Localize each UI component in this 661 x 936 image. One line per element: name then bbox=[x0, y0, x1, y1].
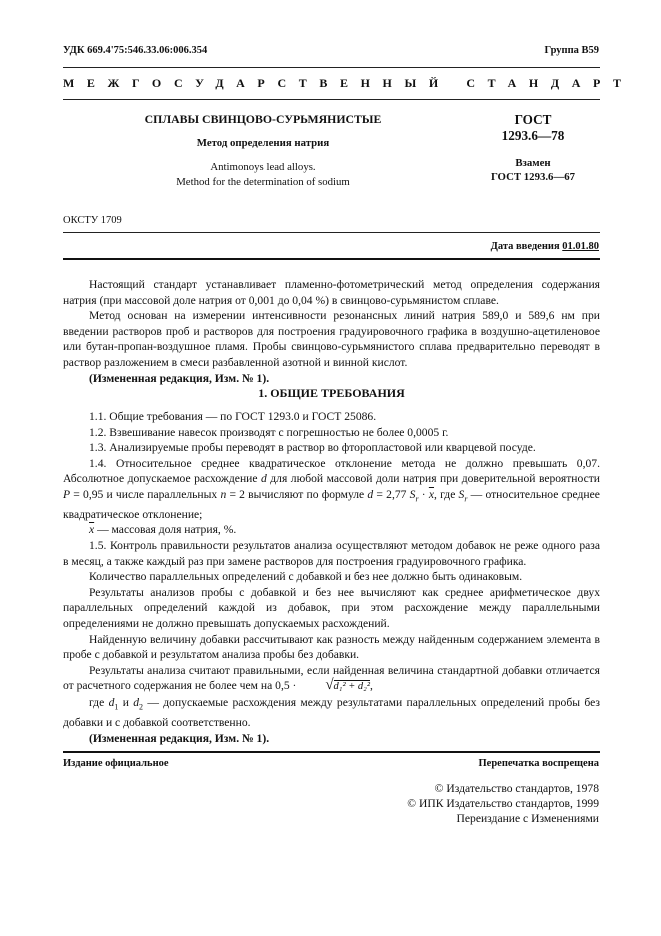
sqrt-formula bbox=[299, 678, 370, 695]
replaces-label: Взамен bbox=[515, 157, 551, 169]
reissue-note: Переиздание с Изменениями bbox=[456, 812, 599, 825]
paragraph-correct: Результаты анализа считают правильными, если найденная величина стандартной добавки отличается от расчетного содержания не более чем на 0,5 · √d₁² + d₂², bbox=[63, 663, 600, 694]
group-code: Группа В59 bbox=[544, 45, 599, 56]
gost-label: ГОСТ bbox=[514, 112, 552, 127]
section-1-body bbox=[63, 409, 600, 746]
document-title: СПЛАВЫ СВИНЦОВО-СУРЬМЯНИСТЫЕ bbox=[144, 112, 382, 126]
clause-1-1: 1.1. Общие требования — по ГОСТ 1293.0 и ГОСТ 25086. bbox=[89, 410, 377, 423]
title-en-1: Antimonoys lead alloys. bbox=[210, 161, 316, 173]
title-en-2: Method for the determination of sodium bbox=[176, 176, 350, 188]
official-edition: Издание официальное bbox=[63, 758, 169, 769]
var-n: n bbox=[220, 487, 227, 501]
udk-code: УДК 669.4'75:546.33.06:006.354 bbox=[63, 45, 208, 56]
section-1-heading: 1. ОБЩИЕ ТРЕБОВАНИЯ bbox=[258, 386, 405, 400]
title-block-left bbox=[63, 112, 463, 190]
document-subtitle: Метод определения натрия bbox=[196, 137, 330, 149]
footer-rule bbox=[63, 751, 600, 753]
var-d-formula: d bbox=[367, 487, 374, 501]
xbar-definition: $\overline{x}$ — массовая доля натрия, %. bbox=[89, 523, 237, 537]
preamble bbox=[63, 277, 600, 386]
banner-rule bbox=[63, 99, 600, 100]
var-d: d bbox=[261, 472, 267, 486]
clause-1-4: 1.4. Относительное среднее квадратическое отклонение метода не должно превышать 0,07. Абсолютное допускаемое расхождение d для любой массовой доли натрия при доверительной вероятности P = 0,95 и числе параллельных n = 2 вычисляют по формуле d = 2,77 $S_r \cdot \overline{x}$, где $S_r$ — относительное среднее квадратическое отклонение; bbox=[63, 456, 600, 521]
gost-number: 1293.6—78 bbox=[501, 128, 565, 143]
var-xbar: $\overline{x}$ bbox=[428, 487, 435, 501]
clause-1-5: 1.5. Контроль правильности результатов анализа осуществляют методом добавок не реже одного раза в месяц, а также каждый раз при замене растворов для построения градуировочного графика. bbox=[63, 539, 600, 568]
section-1-edit-note: (Измененная редакция, Изм. № 1). bbox=[89, 731, 270, 745]
sqrt-sign-icon: √ bbox=[325, 677, 334, 694]
reprint-notice: Перепечатка воспрещена bbox=[478, 758, 599, 769]
copyright-1978: © Издательство стандартов, 1978 bbox=[434, 782, 599, 795]
intro-date bbox=[491, 241, 599, 252]
replaces-number: ГОСТ 1293.6—67 bbox=[490, 171, 576, 183]
var-P: P bbox=[63, 487, 71, 501]
var-S-def: S bbox=[458, 487, 465, 501]
paragraph-count: Количество параллельных определений с добавкой и без нее должно быть одинаковым. bbox=[89, 570, 523, 584]
intro-date-value: 01.01.80 bbox=[562, 241, 599, 252]
okstu-rule bbox=[63, 232, 600, 233]
copyright-block bbox=[407, 781, 599, 826]
clause-1-3: 1.3. Анализируемые пробы переводят в раствор во фторопластовой или кварцевой посуде. bbox=[89, 441, 536, 455]
intro-date-label: Дата введения bbox=[490, 241, 560, 252]
var-S: S bbox=[409, 487, 416, 501]
title-block-right bbox=[466, 112, 600, 184]
copyright-1999: © ИПК Издательство стандартов, 1999 bbox=[407, 797, 599, 810]
standard-banner: МЕЖГОСУДАРСТВЕННЫЙ СТАНДАРТ bbox=[63, 76, 634, 90]
paragraph-where: где $d_1$ и $d_2$ — допускаемые расхождения между результатами параллельных определений пробы без добавки и с добавкой соответственно. bbox=[63, 696, 600, 729]
okstu-code: ОКСТУ 1709 bbox=[63, 215, 122, 226]
sqrt-radicand: d₁² + d₂² bbox=[333, 681, 370, 693]
paragraph-found: Найденную величину добавки рассчитывают как разность между найденным содержанием элемента в пробе с добавкой и результатом анализа пробы без добавки. bbox=[63, 632, 600, 662]
header-rule bbox=[63, 67, 600, 68]
clause-1-2: 1.2. Взвешивание навесок производят с погрешностью не более 0,0005 г. bbox=[89, 425, 449, 439]
paragraph-results: Результаты анализов пробы с добавкой и без нее вычисляют как среднее арифметическое двух параллельных определений каждой из добавок, при этом расхождение между параллельными определениями не должно превышать допускаемых расхождений. bbox=[63, 585, 600, 631]
preamble-edit-note: (Измененная редакция, Изм. № 1). bbox=[89, 371, 270, 385]
intro-rule bbox=[63, 258, 600, 260]
preamble-paragraph-1: Настоящий стандарт устанавливает пламенно-фотометрический метод определения содержания натрия (при массовой доле натрия от 0,001 до 0,04 %) в свинцово-сурьмянистом сплаве. bbox=[63, 278, 600, 307]
preamble-paragraph-2: Метод основан на измерении интенсивности резонансных линий натрия 589,0 и 589,6 нм при введении растворов проб и растворов для построения градуировочного графика в воздушно-ацетиленовое или бутан-пропан-воздушное пламя. Пробы свинцово-сурьмянистого сплава предварительно переводят в раствор разложением в смеси разбавленной азотной и винной кислот. bbox=[63, 309, 600, 369]
